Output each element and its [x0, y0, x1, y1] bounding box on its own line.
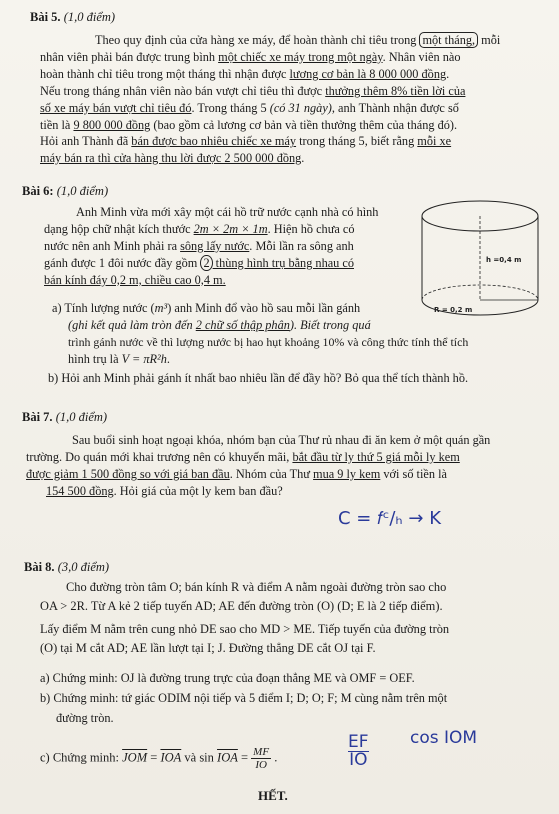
handwritten-cos: cos IOM — [410, 728, 478, 748]
end-marker: HẾT. — [258, 788, 288, 803]
problem-8-heading: Bài 8. (3,0 điểm) — [24, 560, 110, 574]
problem-7-text: Sau buổi sinh hoạt ngoại khóa, nhóm bạn của Thư rủ nhau đi ăn kem ở một quán gần trường. Do quán mới khai trương nên có khuyến mãi, bắt đầu từ ly thứ 5 giá mỗi ly kem được giảm 1 500 đồng so với giá ban đầu. Nhóm của Thư mua 9 ly kem với số tiền là 154 500 đồng. Hỏi giá của một ly kem ban đầu? — [26, 433, 491, 498]
problem-8-parts: a) Chứng minh: OJ là đường trung trực của đoạn thẳng ME và OMF = OEF. b) Chứng minh: tứ giác ODIM nội tiếp và 5 điểm I; D; O; F; M cùng nằm trên một đường tròn. — [40, 671, 448, 725]
problem-6-part-b: b) Hỏi anh Minh phải gánh ít nhất bao nhiêu lần để đầy hồ? Bỏ qua thể tích thành hồ. — [48, 371, 469, 385]
problem-6-parts: a) Tính lượng nước (m³) anh Minh đổ vào hồ sau mỗi lần gánh (ghi kết quả làm tròn đến 2 chữ số thập phân). Biết trong quá trình gánh nước về thì lượng nước bị hao hụt khoảng 10% và công thức tính thể tích hình trụ là V = πR²h. — [52, 301, 469, 366]
problem-7-heading: Bài 7. (1,0 điểm) — [22, 410, 108, 424]
problem-6-text: Anh Minh vừa mới xây một cái hồ trữ nước cạnh nhà có hình dạng hộp chữ nhật kích thước 2m × 2m × 1m. Hiện hồ chưa có nước nên anh Minh phải ra sông lấy nước. Mỗi lần ra sông anh gánh được 1 đôi nước đầy gồm 2 thùng hình trụ bằng nhau có bán kính đáy 0,2 m, chiều cao 0,4 m. — [44, 205, 379, 287]
problem-8-text: Cho đường tròn tâm O; bán kính R và điểm A nằm ngoài đường tròn sao cho OA > 2R. Từ A kẻ 2 tiếp tuyến AD; AE đến đường tròn (O) (D; E là 2 tiếp điểm). Lấy điểm M nằm trên cung nhỏ DE sao cho MD > ME. Tiếp tuyến của đường tròn (O) tại M cắt AD; AE lần lượt tại I; J. Đường thẳng DE cắt OJ tại F. — [40, 580, 450, 655]
handwritten-fraction: EF IO — [348, 732, 369, 770]
cylinder-figure — [414, 194, 546, 322]
problem-8-part-c: c) Chứng minh: $\overline{JOM} = \overline{IOA}$ và $\sin \overline{IOA}$ = $\frac{MF}{IO}$ . — [40, 746, 278, 771]
handwritten-note-7: C = 𝑓ᶜ/ₕ → K — [338, 508, 442, 529]
problem-5-heading: Bài 5. (1,0 điểm) — [30, 10, 116, 24]
problem-6-heading: Bài 6: (1,0 điểm) — [22, 184, 109, 198]
problem-5-text: Theo quy định của cửa hàng xe máy, để hoàn thành chỉ tiêu trong một tháng, mỗi nhân viên phải bán được trung bình một chiếc xe máy trong một ngày. Nhân viên nào hoàn thành chỉ tiêu trong một tháng thì nhận được lương cơ bản là 8 000 000 đồng. Nếu trong tháng nhân viên nào bán vượt chỉ tiêu thì được thưởng thêm 8% tiền lời của số xe máy bán vượt chỉ tiêu đó. Trong tháng 5 (có 31 ngày), anh Thành nhận được số tiền là 9 800 000 đồng (bao gồm cả lương cơ bản và tiền thưởng thêm của tháng đó). Hỏi anh Thành đã bán được bao nhiêu chiếc xe máy trong tháng 5, biết rằng mỗi xe máy bán ra thì cửa hàng thu lời được 2 500 000 đồng. — [40, 33, 501, 166]
fraction-mf-io: $\frac{MF}{IO}$ — [253, 746, 270, 771]
radius-label: R = 0,2 m — [434, 306, 473, 314]
height-label: h =0,4 m — [486, 256, 522, 264]
